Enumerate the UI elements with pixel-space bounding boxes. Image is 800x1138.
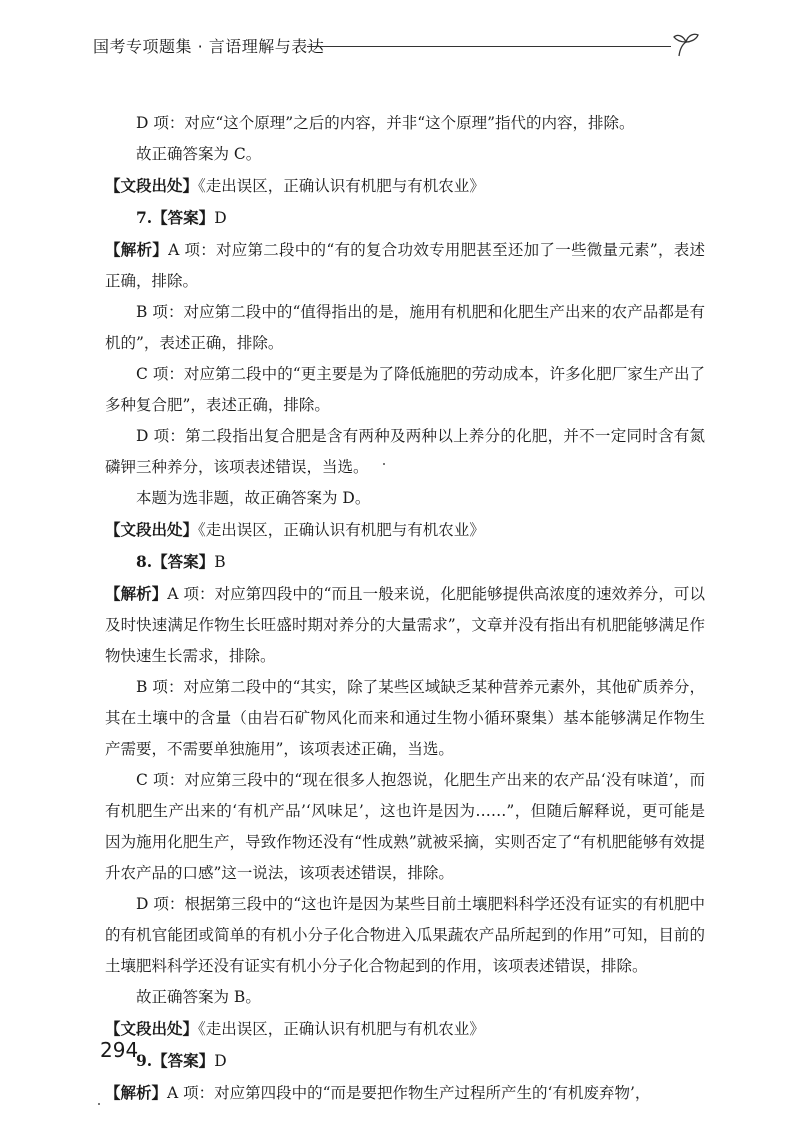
answer-line: 9.【答案】D: [136, 1051, 227, 1070]
answer-line: 7.【答案】D: [136, 208, 227, 227]
scan-speck: [98, 1103, 100, 1105]
page-number: 294: [100, 1038, 139, 1062]
analysis-label: 【解析】: [105, 584, 168, 603]
scan-speck: [383, 463, 385, 465]
paragraph: 故正确答案为 C。: [136, 145, 262, 163]
source-label: 【文段出处】: [105, 520, 199, 539]
sprout-icon: [671, 30, 701, 58]
analysis-paragraph: 【解析】A 项：对应第四段中的“而且一般来说，化肥能够提供高浓度的速效养分，可以及时快速满足作物生长旺盛时期对养分的大量需求”，文章并没有指出有机肥能够满足作物快速生长需求，排除。: [105, 584, 705, 665]
source-line: 【文段出处】《走出误区，正确认识有机肥与有机农业》: [105, 520, 485, 539]
running-header: [93, 30, 703, 58]
paragraph: D 项：第二段指出复合肥是含有两种及两种以上养分的化肥，并不一定同时含有氮磷钾三种养分，该项表述错误，当选。: [105, 427, 705, 476]
answer-label: 7.【答案】: [136, 208, 215, 227]
answer-line: 8.【答案】B: [136, 552, 226, 571]
source-line: 【文段出处】《走出误区，正确认识有机肥与有机农业》: [105, 1019, 485, 1038]
header-rule: [307, 46, 671, 47]
answer-label: 8.【答案】: [136, 552, 215, 571]
paragraph: C 项：对应第三段中的“现在很多人抱怨说，化肥生产出来的农产品‘没有味道’，而有机肥生产出来的‘有机产品’‘风味足’，这也许是因为……”，但随后解释说，更可能是因为施用化肥生产，导致作物还没有“性成熟”就被采摘，实则否定了“有机肥能够有效提升农产品的口感”这一说法，该项表述错误，排除。: [105, 771, 705, 882]
source-label: 【文段出处】: [105, 176, 199, 195]
source-line: 【文段出处】《走出误区，正确认识有机肥与有机农业》: [105, 176, 485, 195]
analysis-label: 【解析】: [105, 240, 169, 259]
paragraph: B 项：对应第二段中的“值得指出的是，施用有机肥和化肥生产出来的农产品都是有机的”，表述正确，排除。: [105, 303, 705, 352]
answer-label: 9.【答案】: [136, 1051, 215, 1070]
source-label: 【文段出处】: [105, 1019, 199, 1038]
paragraph: B 项：对应第二段中的“其实，除了某些区域缺乏某种营养元素外，其他矿质养分，其在土壤中的含量（由岩石矿物风化而来和通过生物小循环聚集）基本能够满足作物生产需要，不需要单独施用”，该项表述正确，当选。: [105, 678, 705, 758]
header-title: 国考专项题集 · 言语理解与表达: [93, 37, 325, 56]
analysis-paragraph: 【解析】A 项：对应第四段中的“而是要把作物生产过程所产生的‘有机废弃物’，: [105, 1083, 651, 1102]
analysis-paragraph: 【解析】A 项：对应第二段中的“有的复合功效专用肥甚至还加了一些微量元素”，表述正确，排除。: [105, 240, 705, 290]
paragraph: D 项：对应“这个原理”之后的内容，并非“这个原理”指代的内容，排除。: [136, 114, 635, 132]
paragraph: D 项：根据第三段中的“这也许是因为某些目前土壤肥料科学还没有证实的有机肥中的有机官能团或简单的有机小分子化合物进入瓜果蔬农产品所起到的作用”可知，目前的土壤肥料科学还没有证实有机小分子化合物起到的作用，该项表述错误，排除。: [105, 895, 705, 975]
paragraph: 本题为选非题，故正确答案为 D。: [136, 489, 371, 507]
analysis-label: 【解析】: [105, 1083, 168, 1102]
paragraph: 故正确答案为 B。: [136, 988, 261, 1006]
answer-explanations: [105, 108, 705, 1109]
paragraph: C 项：对应第二段中的“更主要是为了降低施肥的劳动成本，许多化肥厂家生产出了多种复合肥”，表述正确，排除。: [105, 365, 705, 414]
